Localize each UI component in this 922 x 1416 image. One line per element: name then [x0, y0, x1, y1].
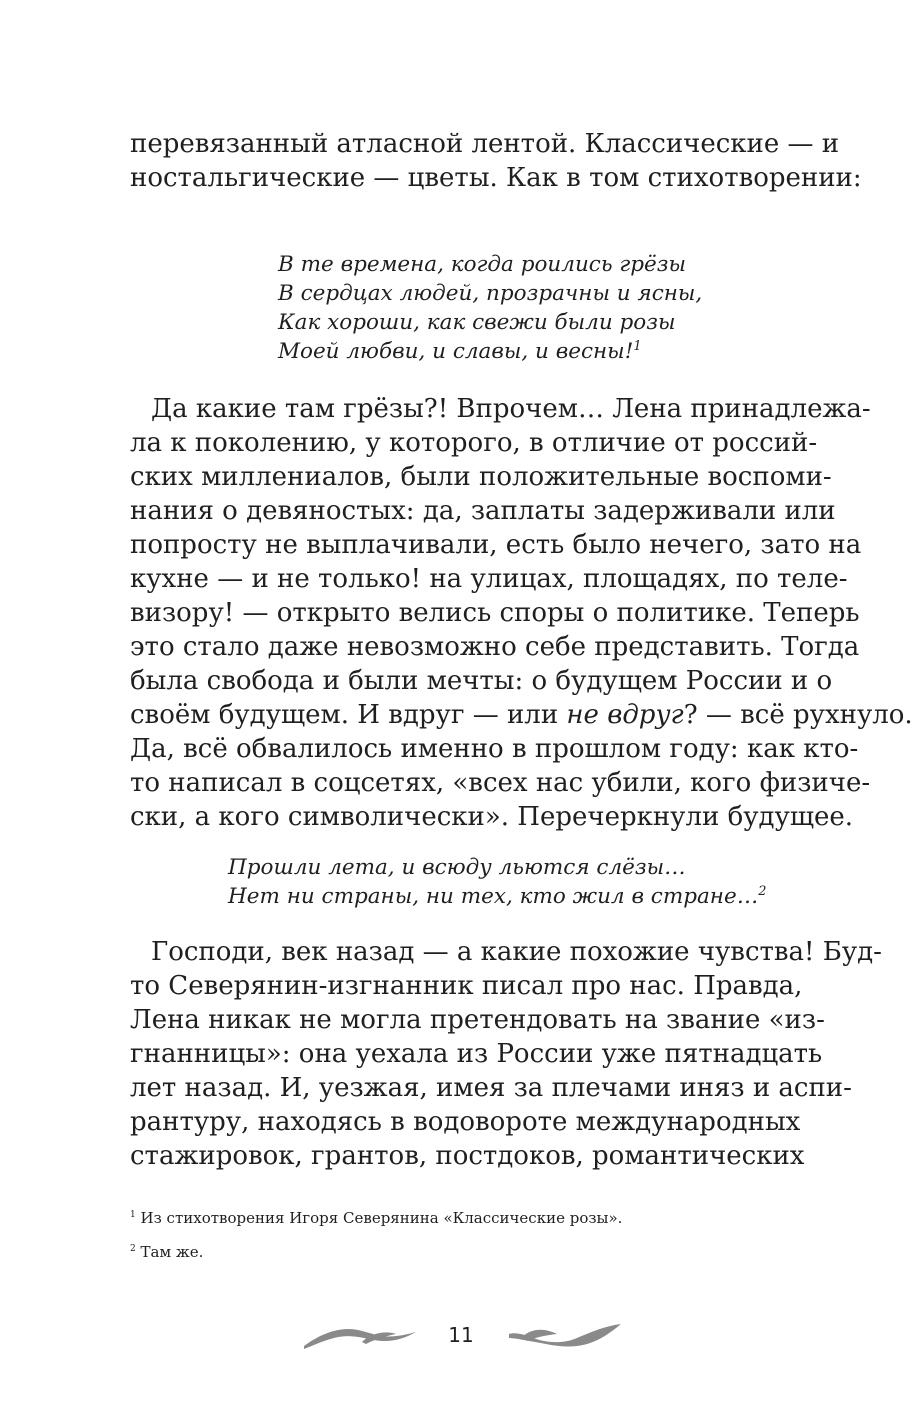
paragraph-2-line: попросту не выплачивали, есть было нечего, зато на — [130, 530, 862, 560]
verse-text: Моей любви, и славы, и весны! — [278, 339, 634, 364]
paragraph-2-line-italic — [130, 698, 913, 732]
paragraph-2-line: ла к поколению, у которого, в отличие от россий- — [130, 428, 818, 458]
paragraph-2-line: Да, всё обвалилось именно в прошлом году: как кто- — [130, 734, 859, 764]
paragraph-3-line: стажировок, грантов, постдоков, романтических — [130, 1141, 805, 1171]
verse-line: Как хороши, как свежи были розы — [278, 310, 676, 335]
paragraph-2-line: это стало даже невозможно себе представить. Тогда — [130, 632, 860, 662]
paragraph-3-line: лет назад. И, уезжая, имея за плечами иняз и аспи- — [130, 1073, 852, 1103]
paragraph-2-line: ских миллениалов, были положительные воспоми- — [130, 462, 832, 492]
paragraph-2-line: то написал в соцсетях, «всех нас убили, кого физиче- — [130, 768, 871, 798]
footnote-text: Там же. — [140, 1243, 204, 1261]
right-swash-ornament-icon — [505, 1316, 625, 1356]
paragraph-1-line: ностальгические — цветы. Как в том стихотворении: — [130, 163, 862, 193]
paragraph-2-line: кухне — и не только! на улицах, площадях, по теле- — [130, 564, 848, 594]
paragraph-2-line: визору! — открыто велись споры о политике. Теперь — [130, 598, 860, 628]
text-run: своём будущем. И вдруг — или — [130, 700, 567, 730]
page-number: 11 — [448, 1323, 474, 1347]
page-footer — [0, 1316, 922, 1356]
footnote-number: 1 — [130, 1210, 136, 1220]
paragraph-3-line: Лена никак не могла претендовать на звание «из- — [130, 1005, 825, 1035]
emphasis: не вдруг — [566, 700, 684, 730]
verse-line-last — [278, 337, 642, 366]
verse-line: В сердцах людей, прозрачны и ясны, — [278, 281, 703, 306]
text-run: ? — всё рухнуло. — [683, 700, 913, 730]
paragraph-1-line: перевязанный атласной лентой. Классические — и — [130, 129, 840, 159]
paragraph-3-line: гнанницы»: она уехала из России уже пятнадцать — [130, 1039, 823, 1069]
paragraph-3-line: рантуру, находясь в водовороте международных — [130, 1107, 801, 1137]
paragraph-2-line: ски, а кого символически». Перечеркнули будущее. — [130, 802, 854, 832]
paragraph-2-first-line: Да какие там грёзы?! Впрочем… Лена принадлежа- — [151, 394, 871, 424]
verse-line: Прошли лета, и всюду льются слёзы… — [228, 855, 686, 880]
footnote-ref: 1 — [633, 338, 642, 354]
paragraph-3-first-line: Господи, век назад — а какие похожие чувства! Буд- — [151, 937, 882, 967]
verse-text: Нет ни страны, ни тех, кто жил в стране… — [228, 884, 759, 909]
paragraph-2-line: нания о девяностых: да, заплаты задерживали или — [130, 496, 836, 526]
footnote-ref: 2 — [758, 883, 767, 899]
paragraph-3-line: то Северянин-изгнанник писал про нас. Правда, — [130, 971, 803, 1001]
footnote-text: Из стихотворения Игоря Северянина «Классические розы». — [140, 1209, 623, 1227]
paragraph-2-line: была свобода и были мечты: о будущем России и о — [130, 666, 833, 696]
verse-line-last — [228, 882, 766, 911]
verse-line: В те времена, когда роились грёзы — [278, 252, 686, 277]
footnote-number: 2 — [130, 1244, 136, 1254]
footnote-1 — [130, 1208, 622, 1228]
footnote-2 — [130, 1242, 203, 1262]
